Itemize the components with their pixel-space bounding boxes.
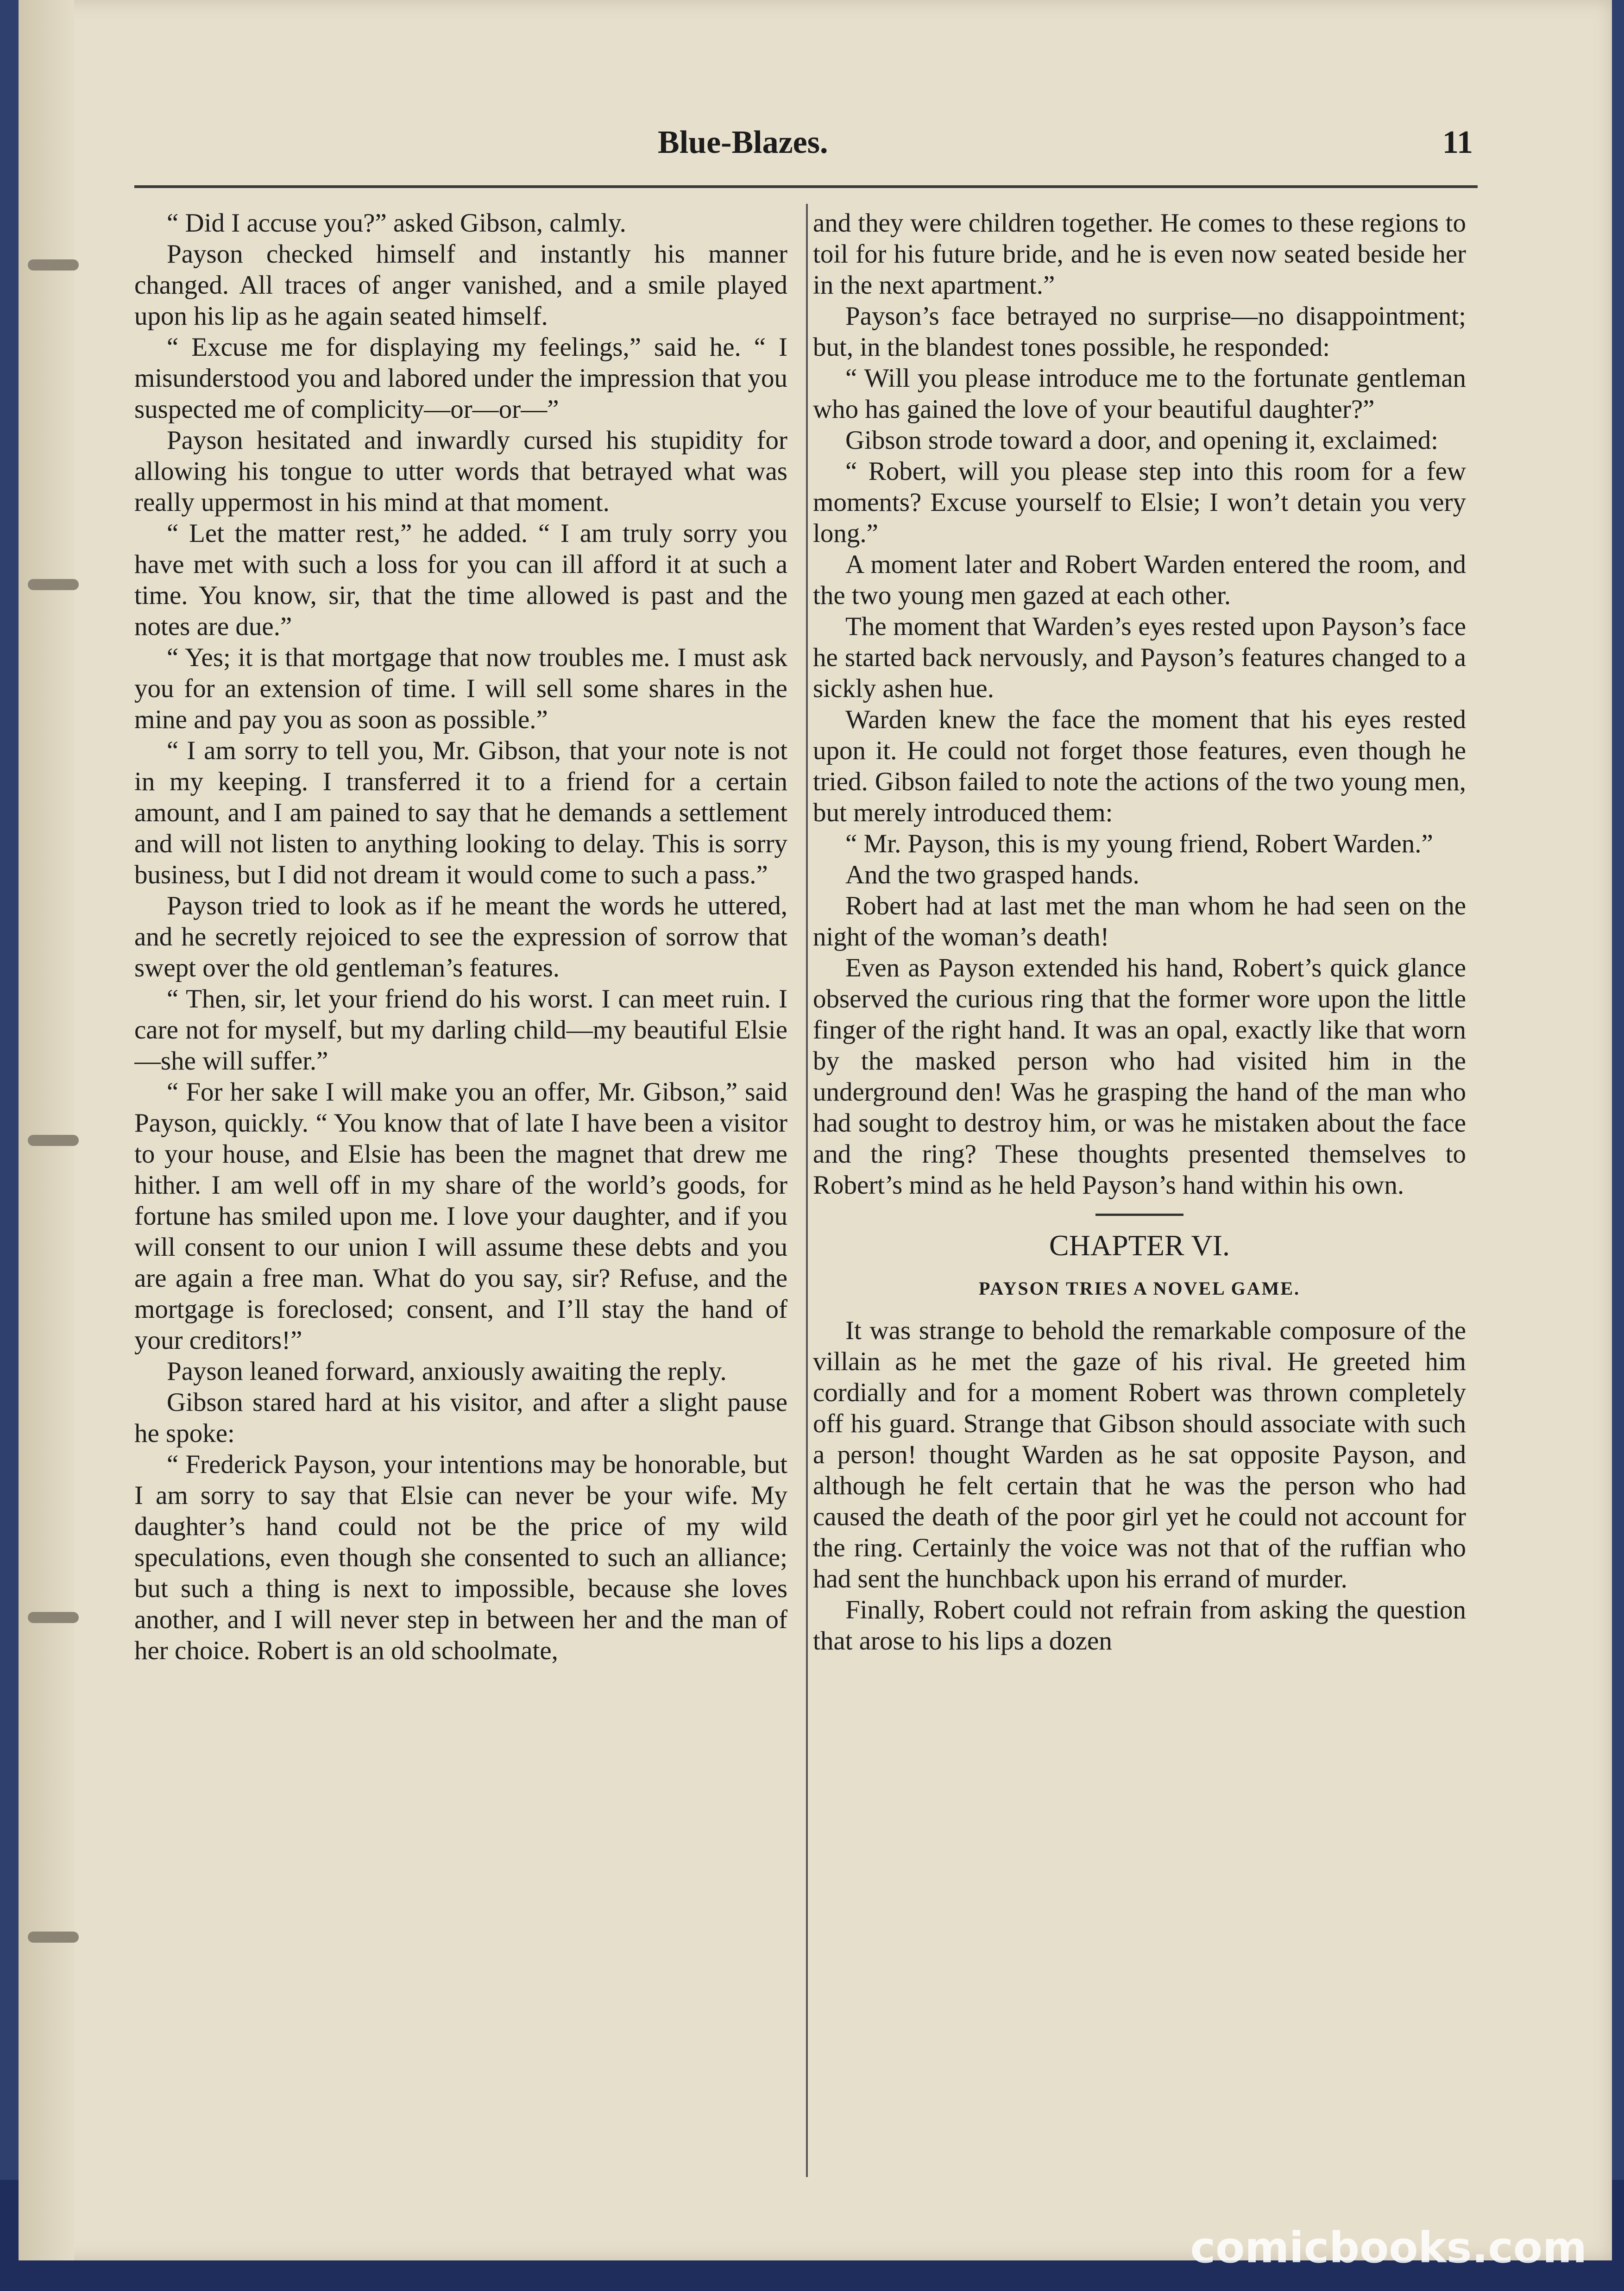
- paragraph: Warden knew the face the moment that his eyes rested upon it. He could not forget those features, even though he tried. Gibson failed to note the actions of the two young men, but merely introduced them:: [813, 705, 1466, 827]
- left-column: [134, 208, 787, 2185]
- running-title: Blue-Blazes.: [658, 125, 828, 160]
- binding-stitch: [28, 579, 79, 590]
- paragraph: Payson tried to look as if he meant the words he uttered, and he secretly rejoiced to see the expression of sorrow that swept over the old gentleman’s features.: [134, 891, 787, 982]
- chapter-title: CHAPTER VI.: [1049, 1229, 1230, 1262]
- paragraph: “ Excuse me for displaying my feelings,” said he. “ I misunderstood you and labored under the impression that you suspected me of complicity—or—or—”: [134, 333, 787, 424]
- paragraph: It was strange to behold the remarkable composure of the villain as he met the gaze of his rival. He greeted him cordially and for a moment Robert was thrown completely off his guard. Strange that Gibson should associate with such a person! thought Warden as he sat opposite Payson, and although he felt certain that he was the person who had caused the death of the poor girl yet he could not account for the ring. Certainly the voice was not that of the ruffian who had sent the hunchback upon his errand of murder.: [813, 1316, 1466, 1593]
- paragraph: Payson’s face betrayed no surprise—no disappointment; but, in the blandest tones possible, he responded:: [813, 302, 1466, 362]
- watermark: comicbooks.com: [1190, 2223, 1587, 2272]
- paragraph: “ Let the matter rest,” he added. “ I am truly sorry you have met with such a loss for you can ill afford it at such a time. You know, sir, that the time allowed is past and the notes are due.”: [134, 519, 787, 641]
- right-column-upper-text: [813, 208, 1466, 1201]
- paragraph: “ Robert, will you please step into this room for a few moments? Excuse yourself to Elsie; I won’t detain you very long.”: [813, 457, 1466, 548]
- column-divider: [806, 204, 808, 2177]
- paragraph: Payson checked himself and instantly his manner changed. All traces of anger vanished, and a smile played upon his lip as he again seated himself.: [134, 239, 787, 331]
- paragraph: and they were children together. He comes to these regions to toil for his future bride, and he is even now seated beside her in the next apartment.”: [813, 208, 1466, 300]
- right-column: [813, 208, 1466, 2185]
- paragraph: “ Frederick Payson, your intentions may be honorable, but I am sorry to say that Elsie can never be your wife. My daughter’s hand could not be the price of my wild speculations, even though she consented to such an alliance; but such a thing is next to impossible, because she loves another, and I will never step in between her and the man of her choice. Robert is an old schoolmate,: [134, 1450, 787, 1665]
- paragraph: Gibson stared hard at his visitor, and after a slight pause he spoke:: [134, 1388, 787, 1448]
- paragraph: And the two grasped hands.: [845, 860, 1139, 889]
- paragraph: The moment that Warden’s eyes rested upon Payson’s face he started back nervously, and Payson’s features changed to a sickly ashen hue.: [813, 612, 1466, 703]
- paragraph: Finally, Robert could not refrain from asking the question that arose to his lips a dozen: [813, 1595, 1466, 1655]
- paragraph: “ For her sake I will make you an offer, Mr. Gibson,” said Payson, quickly. “ You know that of late I have been a visitor to your house, and Elsie has been the magnet that drew me hither. I am well off in my share of the world’s goods, for fortune has smiled upon me. I love your daughter, and if you will consent to our union I will assume these debts and you are again a free man. What do you say, sir? Refuse, and the mortgage is foreclosed; consent, and I’ll stay the hand of your creditors!”: [134, 1077, 787, 1355]
- page-header: [148, 124, 1473, 166]
- paragraph: A moment later and Robert Warden entered the room, and the two young men gazed at each other.: [813, 550, 1466, 610]
- paragraph: Payson hesitated and inwardly cursed his stupidity for allowing his tongue to utter words that betrayed what was really uppermost in his mind at that moment.: [134, 426, 787, 517]
- paragraph: Robert had at last met the man whom he had seen on the night of the woman’s death!: [813, 891, 1466, 951]
- paragraph: Payson leaned forward, anxiously awaiting the reply.: [167, 1357, 727, 1386]
- paragraph: “ Then, sir, let your friend do his worst. I can meet ruin. I care not for myself, but my darling child—my beautiful Elsie—she will suffer.”: [134, 984, 787, 1076]
- chapter-subtitle: PAYSON TRIES A NOVEL GAME.: [978, 1278, 1301, 1299]
- binding-stitch: [28, 259, 79, 271]
- paragraph: “ Will you please introduce me to the fortunate gentleman who has gained the love of your beautiful daughter?”: [813, 364, 1466, 424]
- paragraph: “ Yes; it is that mortgage that now troubles me. I must ask you for an extension of time. I will sell some shares in the mine and pay you as soon as possible.”: [134, 643, 787, 734]
- page-spine: [19, 0, 74, 2260]
- binding-stitch: [28, 1612, 79, 1623]
- paragraph: Even as Payson extended his hand, Robert’s quick glance observed the curious ring that the former wore upon the little finger of the right hand. It was an opal, exactly like that worn by the masked person who had visited him in the underground den! Was he grasping the hand of the man who had sought to destroy him, or was he mistaken about the face and the ring? These thoughts presented themselves to Robert’s mind as he held Payson’s hand within his own.: [813, 953, 1466, 1200]
- paragraph: “ Mr. Payson, this is my young friend, Robert Warden.”: [845, 829, 1433, 858]
- binding-stitch: [28, 1932, 79, 1943]
- paragraph: “ Did I accuse you?” asked Gibson, calmly.: [167, 208, 626, 238]
- section-rule: [1095, 1214, 1183, 1216]
- right-column-lower-text: [813, 1315, 1466, 1656]
- paragraph: Gibson strode toward a door, and opening it, exclaimed:: [845, 426, 1438, 455]
- binding-stitch: [28, 1135, 79, 1146]
- paragraph: “ I am sorry to tell you, Mr. Gibson, that your note is not in my keeping. I transferred it to a friend for a certain amount, and I am pained to say that he demands a settlement and will not listen to anything looking to delay. This is sorry business, but I did not dream it would come to such a pass.”: [134, 736, 787, 889]
- header-rule: [134, 185, 1478, 188]
- page-number: 11: [1442, 125, 1473, 160]
